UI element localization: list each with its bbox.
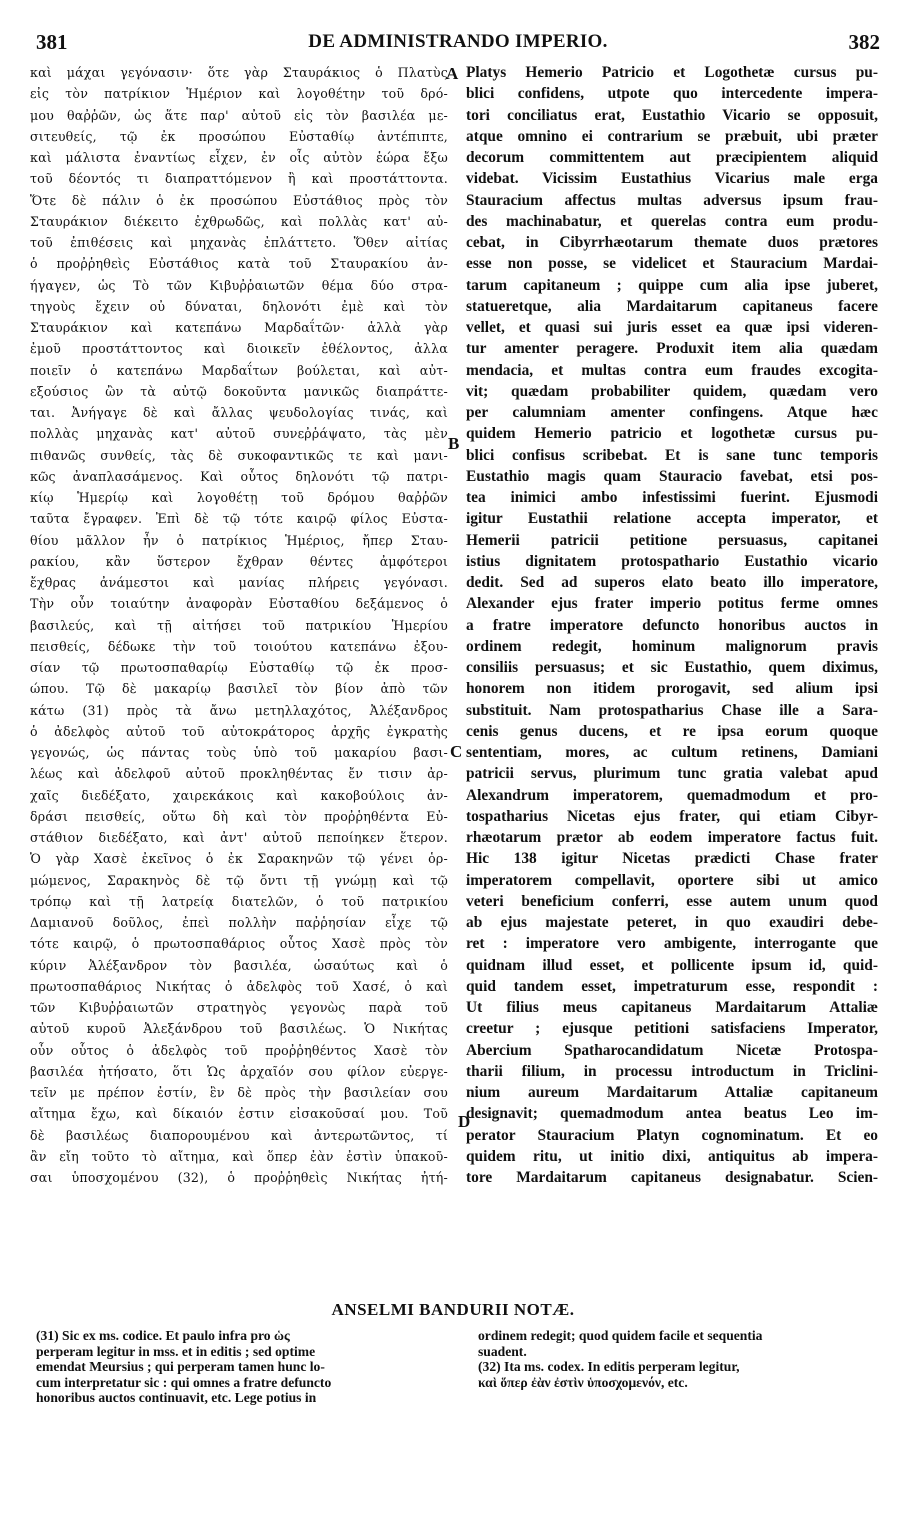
page-number-left: 381 (36, 30, 68, 54)
text-line: istius dignitatem protospathario Eustathio vicario (466, 552, 878, 570)
text-line: πιθανῶς συνθείς, τὰς δὲ συκοφαντικῶς τε καὶ μανι- (30, 447, 448, 463)
text-line: τεῖν με πρέπον ἐστίν, ἓν δὲ πρὸς τὴν βασιλείαν σου (30, 1085, 448, 1100)
text-line: honorem non itidem prorogavit, sed alium ipsi (466, 680, 878, 698)
text-line: rhæotarum prætor ab eodem imperatore factus fuit. (466, 829, 878, 846)
text-line: ήγαγεν, ὡς Τὸ τῶν Κιβυῤῥαιωτῶν θέμα δύο στρα- (30, 277, 448, 293)
text-line: designavit; quemadmodum antea beatus Leo im- (466, 1105, 878, 1123)
notes-right-column (478, 1328, 878, 1390)
text-line: λέως καὶ ἀδελφοῦ αὐτοῦ προκληθέντας ἔν τισιν ἀρ- (30, 766, 448, 782)
text-line: veteri beneficium conferri, esse autem unum quod (466, 892, 878, 910)
text-line: patricii servus, plurimum tunc gratia valebat apud (466, 765, 878, 783)
text-line: videbat. Vicissim Eustathius Vicarius male erga (466, 170, 878, 188)
text-line: ab ejus majestate peteret, in quo exaudiri debe- (466, 914, 878, 931)
text-line: τρόπῳ καὶ τῇ λατρείᾳ διατελῶν, ὁ τοῦ πατρικίου (30, 893, 448, 909)
text-line: Ut filius meus capitaneus Mardaitarum Attaliæ (466, 999, 878, 1016)
text-line: Σταυράκιον καὶ κατεπάνω Μαρδαΐτῶν· ἀλλὰ γὰρ (30, 320, 448, 335)
text-line: Platys Hemerio Patricio et Logothetæ cursus pu- (466, 64, 878, 81)
text-line: Ὁ γὰρ Χασὲ ἐκεῖνος ὁ ἐκ Σαρακηνῶν τῷ γένει ὁρ- (30, 851, 448, 867)
text-line: Τὴν οὖν τοιαύτην ἀναφορὰν Εὐσταθίου δεξάμενος ὁ (30, 596, 448, 612)
text-line: per calumniam amenter confingens. Atque hæc (466, 404, 878, 421)
text-line: αἴτημα ἔχω, καὶ δίκαιόν ἐστιν εἰσακοῦσαί μου. Τοῦ (30, 1106, 448, 1122)
text-line: τηγοὺς ἔχειν οὐ δύναται, δηλονότι ἐμὲ καὶ τὸν (30, 298, 448, 314)
text-line: γεγονώς, ὡς πάντας τοὺς ὑπὸ τοῦ μακαρίου βασι- (30, 745, 448, 760)
text-line: des machinabatur, et querelas contra eum produ- (466, 212, 878, 230)
text-line: vellet, et quasi sui juris esset ea quæ ipsi videren- (466, 319, 878, 336)
text-line: τότε καιρῷ, ὁ πρωτοσπαθάριος οὗτος Χασὲ πρὸς τὸν (30, 936, 448, 952)
text-line: Stauracium affectus multas adversus ipsum frau- (466, 191, 878, 209)
text-line: πρωτοσπαθάριος Νικήτας ὁ ἀδελφὸς τοῦ Χασέ, ὁ καὶ (30, 978, 448, 994)
text-line: δράσι πεισθείς, οὕτω δὴ καὶ τὸν προῤῥηθέντα Εὐ- (30, 808, 448, 824)
text-line: Δαμιανοῦ δοῦλος, ἐπεὶ πολλὴν παῤῥησίαν εἶχε τῷ (30, 915, 448, 930)
section-marker-b: B (448, 434, 460, 453)
notes-left-column (36, 1328, 454, 1406)
text-line: ὁ ἀδελφὸς αὐτοῦ τοῦ αὐτοκράτορος ἀρχῆς ἐγκρατὴς (30, 723, 448, 739)
text-line: ordinem redegit, hominum malignorum pravis (466, 637, 878, 655)
text-line: αὐτοῦ κυροῦ Ἀλεξάνδρου τοῦ βασιλέως. Ὁ Νικήτας (30, 1021, 448, 1037)
text-line: καὶ μάχαι γεγόνασιν· ὅτε γὰρ Σταυράκιος ὁ Πλατὺς (30, 65, 448, 80)
section-marker-a: A (446, 64, 459, 83)
text-line: tore Mardaitarum capitaneus designabatur. Scien- (466, 1169, 878, 1186)
text-line: dedit. Sed ad superos elato beato illo imperatore, (466, 574, 878, 591)
note-line: emendat Meursius ; qui perperam tamen hunc lo- (36, 1359, 325, 1374)
text-line: πολλὰς μηχανὰς κατ' αὐτοῦ συνεῤῥάψατο, τὰς μὲν (30, 426, 448, 442)
text-line: tarum capitaneum ; quippe cum alia ipse juberet, (466, 276, 878, 294)
greek-text-column (30, 62, 448, 1292)
text-line: Abercium Spatharocandidatum Nicetæ Protospa- (466, 1041, 878, 1059)
text-line: σίαν τῷ πρωτοσπαθαρίῳ Εὐσταθίῳ τῷ ἐκ προσ- (30, 660, 448, 675)
text-line: perator Stauracium Platyn cognominatum. Et eo (466, 1126, 878, 1144)
text-line: blici confidens, utpote quo intercedente impera- (466, 85, 878, 103)
text-line: imperatorem compellavit, oportere sibi ut amico (466, 871, 878, 889)
page-header (36, 30, 880, 58)
text-line: Σταυράκιον διέκειτο ἐχθρωδῶς, καὶ πολλὰς κατ' αὐ- (30, 213, 448, 229)
text-line: κῶς ἀναπλασάμενος. Καὶ οὗτος δηλονότι τῷ πατρι- (30, 468, 448, 484)
note-line: (32) Ita ms. codex. In editis perperam legitur, (478, 1359, 740, 1374)
note-line: honoribus auctos continuavit, etc. Lege potius in (36, 1390, 317, 1405)
text-line: ἐμοῦ προστάττοντος καὶ διοικεῖν ἐθέλοντος, ἀλλα (30, 341, 448, 357)
text-line: Hemerii patricii petitione persuasus, capitanei (466, 531, 878, 549)
note-line: cum interpretatur sic : qui omnes a fratre defuncto (36, 1374, 332, 1390)
text-line: vit; quædam probabiliter quidem, quædam vero (466, 382, 878, 400)
text-line: blici confisus scribebat. Et is sane tunc temporis (466, 446, 878, 464)
text-line: εἰς τὸν πατρίκιον Ἡμέριον καὶ λογοθέτην τοῦ δρό- (30, 86, 448, 102)
text-line: statueretque, alia Mardaitarum capitaneus facere (466, 297, 878, 315)
text-line: Alexandrum imperatorem, quemadmodum et pro- (466, 786, 878, 804)
text-line: εξούσιος ὢν τὰ αὐτῷ δοκοῦντα μανικῶς διαπράττε- (30, 383, 448, 399)
text-line: creetur ; ejusque petitioni satisfaciens Imperator, (466, 1020, 878, 1038)
text-line: substituit. Nam protospatharius Chase ille a Sara- (466, 701, 878, 719)
text-line: ποιεῖν ὁ κατεπάνω Μαρδαΐτων βούλεται, καὶ αὐτ- (30, 362, 448, 378)
note-line: καὶ ὅπερ ἐὰν ἐστὶν ὑποσχομενόν, etc. (478, 1374, 688, 1390)
text-line: σιτευθείς, τῷ ἐκ προσώπου Εὐσταθίῳ ἀντέπιπτε, (30, 128, 448, 144)
text-line: nium aureum Mardaitarum Attaliæ capitaneum (466, 1084, 878, 1101)
text-line: στάθιον διεδέξατο, καὶ ἀντ' αὐτοῦ πεποίηκεν ἕτερον. (30, 830, 448, 845)
section-marker-d: D (458, 1112, 471, 1131)
text-line: cenis genus ducens, et re ipsa eorum quoque (466, 722, 878, 740)
text-line: Alexander ejus frater imperio potitus ferme omnes (466, 595, 878, 613)
page-number-right: 382 (848, 30, 880, 54)
text-line: ὁ προῤῥηθεὶς Εὐστάθιος κατὰ τοῦ Σταυρακίου ἀν- (30, 256, 448, 272)
text-line: consiliis persuasus; et sic Eustathio, quem diximus, (466, 659, 878, 676)
text-line: κίῳ Ἡμερίῳ καὶ λογοθέτῃ τοῦ δρόμου θαῤῥῶν (30, 490, 448, 505)
text-line: tea inimici ambo infestissimi fuerint. Ejusmodi (466, 489, 878, 506)
text-line: μώμενος, Σαρακηνὸς δὲ τῷ ὄντι τῇ γνώμῃ καὶ τῷ (30, 872, 448, 888)
note-line: (31) Sic ex ms. codice. Et paulo infra pro ὡς (36, 1328, 290, 1343)
text-line: ται. Ἀνήγαγε δὲ καὶ ἄλλας ψευδολογίας τινάς, καὶ (30, 405, 448, 420)
text-line: decorum committentem aut præcipientem aliquid (466, 149, 878, 166)
text-line: θίου μᾶλλον ἦν ὁ πατρίκιος Ἡμέριος, ἤπερ Σταυ- (30, 532, 448, 548)
text-line: Hic 138 igitur Nicetas prædicti Chase frater (466, 850, 878, 868)
text-line: ret : imperatore vero ambigente, interrogante que (466, 935, 878, 953)
text-line: Ὅτε δὲ πάλιν ὁ ἐκ προσώπου Εὐστάθιος πρὸς τὸν (30, 192, 448, 208)
text-line: tharii filium, in processu introductum in Triclini- (466, 1062, 878, 1080)
text-line: πεισθείς, δέδωκε τὴν τοῦ τοιούτου κατεπάνω ἐξου- (30, 638, 448, 654)
text-line: βασιλέα ἠτήσατο, ὅτι Ὡς ἀρχαῖόν σου φίλον εὐεργε- (30, 1063, 448, 1079)
latin-text-column (466, 62, 878, 1292)
text-line: τοῦ ἐπιθέσεις καὶ μηχανὰς ἐπλάττετο. Ὅθεν αἰτίας (30, 235, 448, 250)
note-line: perperam legitur in mss. et in editis ; sed optime (36, 1343, 316, 1359)
text-line: tospatharius Nicetas ejus frater, qui etiam Cibyr- (466, 807, 878, 825)
text-line: esse non posse, se videlicet et Stauracium Mardai- (466, 255, 878, 273)
running-title: DE ADMINISTRANDO IMPERIO. (308, 31, 608, 52)
text-line: τῶν Κιβυῤῥαιωτῶν στρατηγὸς γεγονὼς παρὰ τοῦ (30, 1000, 448, 1015)
text-line: σαι ὑποσχομένου (32), ὁ προῤῥηθεὶς Νικήτας ἠτή- (30, 1170, 448, 1185)
text-line: tori conciliatus erat, Eustathio Vicario se opposuit, (466, 106, 878, 124)
text-line: quid tandem esset, impetraturum esse, respondit : (466, 977, 878, 995)
text-line: βασιλεύς, καὶ τῇ αἰτήσει τοῦ πατρικίου Ἡμερίου (30, 617, 448, 633)
text-line: igitur Eustathii relatione accepta imperator, et (466, 510, 878, 528)
text-line: ώπου. Τῷ δὲ μακαρίῳ βασιλεῖ τὸν βίον ἀπὸ τῶν (30, 681, 448, 697)
text-line: ρακίου, κἂν ὕστερον ἔχθραν θέντες ἀμφότεροι (30, 553, 448, 569)
notes-heading: ANSELMI BANDURII NOTÆ. (331, 1300, 575, 1319)
text-line: cebat, in Cibyrrhæotarum themate duos prætores (466, 234, 878, 251)
text-line: quidnam illud esset, et pollicente ipsum id, quid- (466, 956, 878, 974)
text-line: atque omnino ei contrarium se præbuit, ubi præter (466, 127, 878, 145)
text-line: tur amenter peragere. Produxit item alia quædam (466, 340, 878, 358)
note-line: ordinem redegit; quod quidem facile et sequentia (478, 1328, 763, 1343)
text-line: ταῦτα ἔγραφεν. Ἐπὶ δὲ τῷ τότε καιρῷ φίλος Εὐστα- (30, 511, 448, 527)
text-line: οὖν οὗτος ὁ ἀδελφὸς τοῦ προῤῥηθέντος Χασὲ τὸν (30, 1042, 448, 1058)
section-marker-c: C (450, 742, 463, 761)
text-line: sententiam, mores, ac cultum retinens, Damiani (466, 744, 878, 761)
text-line: ἔχθρας ἀνάμεστοι καὶ μανίας πλήρεις γεγόνασι. (30, 575, 448, 590)
text-line: quidem ritu, ut initio dixi, antiquitus ab impera- (466, 1147, 878, 1165)
text-line: mendacia, et multas contra eum fraudes excogita- (466, 361, 878, 379)
text-line: καὶ μάλιστα ἐναντίως εἶχεν, ἐν οἷς αὐτὸν ἑώρα ἔξω (30, 150, 448, 165)
text-line: ἂν εἴη τοῦτο τὸ αἴτημα, καὶ ὅπερ ἐὰν ἐστὶν ὑπακοῦ- (30, 1148, 448, 1164)
note-line: suadent. (478, 1343, 527, 1359)
text-line: quidem Hemerio patricio et logothetæ cursus pu- (466, 425, 878, 443)
text-line: χαῖς διεδέξατο, χαιρεκάκοις καὶ κακοβούλοις ἀν- (30, 787, 448, 803)
text-line: a fratre imperatore defuncto honoribus auctos in (466, 616, 878, 634)
text-line: κάτω (31) πρὸς τὰ ἄνω μετηλλαχότος, Ἀλέξανδρος (30, 702, 448, 718)
text-line: Eustathio magis quam Stauracio favebat, etsi pos- (466, 467, 878, 485)
text-line: τοῦ δέοντός τι διαπραττόμενον ἢ καὶ προστάττοντα. (30, 171, 448, 187)
text-line: δὲ βασιλέως διαπορουμένου καὶ ἀντερωτῶντος, τί (30, 1127, 448, 1143)
text-line: μου θαῤῥῶν, ὡς ἅτε παρ' αὐτοῦ εἰς τὸν βασιλέα με- (30, 107, 448, 123)
text-line: κύριν Ἀλέξανδρον τὸν βασιλέα, ὡσαύτως καὶ ὁ (30, 957, 448, 973)
